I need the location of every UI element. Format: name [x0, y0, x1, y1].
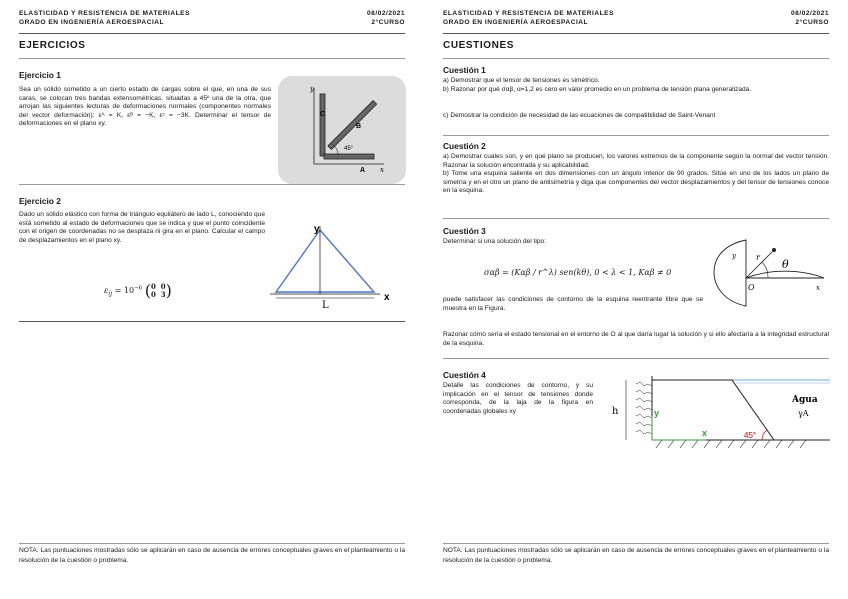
- c3-intro: Determinar si una solución del tipo:: [443, 238, 546, 245]
- fig2-x: x: [384, 292, 390, 303]
- corner-outline: [746, 271, 824, 278]
- strain-tensor-formula: $\varepsilon_{ij} = 10^{-6}$ (0 0 0 3): [104, 281, 172, 300]
- formula-sub: ij: [108, 290, 113, 298]
- c1-a: a) Demostrar que el tensor de tensiones es simétrico.: [443, 77, 600, 84]
- point-marker: [772, 248, 776, 252]
- note-divider: [19, 543, 405, 544]
- equilateral-triangle: [276, 230, 374, 292]
- fig3-x: x: [816, 284, 820, 292]
- fig1-label-c: C: [320, 111, 326, 118]
- angle-45-arc: [762, 430, 767, 440]
- fig1-label-a: A: [360, 167, 366, 174]
- ex1-divider: [19, 184, 405, 185]
- date-label: 08/02/2021: [366, 10, 405, 17]
- matrix-01: 0: [160, 282, 166, 291]
- degree-label: GRADO EN INGENIERÍA AEROESPACIAL: [19, 19, 165, 26]
- degree-label: GRADO EN INGENIERÍA AEROESPACIAL: [443, 19, 589, 26]
- c1-title: Cuestión 1: [443, 65, 486, 75]
- fig3-r: r: [756, 253, 760, 262]
- c2-title: Cuestión 2: [443, 141, 486, 151]
- formula-eq: = 10: [114, 286, 135, 295]
- c2-divider: [443, 218, 829, 219]
- fig1-label-b: B: [356, 123, 362, 130]
- triangle-figure: [268, 222, 398, 312]
- section-divider: [443, 58, 829, 59]
- fig1-angle: 45°: [344, 146, 354, 152]
- formula-eps: ε: [104, 286, 109, 295]
- ground-hatch: [656, 440, 806, 448]
- c1-divider: [443, 135, 829, 136]
- formula-exp: −6: [134, 285, 143, 292]
- ex1-text: Sea un sólido sometido a un cierto estado de cargas sobre el que, en una de sus caras, se colocan tres bandas extensométricas, situadas a 45º una de la otra, que arrojan las siguientes lecturas de deformaciones normales (componentes normales del vector deformación): εᴬ = K, εᴮ = −K, εᶜ = −3K. Determinar el tensor de deformaciones en el plano xy.: [19, 86, 271, 128]
- c1-c: c) Demostrar la condición de necesidad de las ecuaciones de compatibilidad de Saint-Venant: [443, 112, 716, 119]
- page-header: [443, 10, 829, 34]
- strain-gauge-rosette-figure: [278, 76, 406, 184]
- course-label: 2°CURSO: [371, 19, 405, 26]
- matrix-00: 0: [150, 282, 156, 291]
- note-text: NOTA: Las puntuaciones mostradas sólo se aplicarán en caso de ausencia de errores conceptuales graves en el planteamiento o la resolución de la cuestión o problema.: [19, 547, 405, 564]
- matrix-11: 3: [160, 290, 166, 299]
- c3-reason: Razonar cómo sería el estado tensional en el entorno de O al que daría lugar la solución y si ello afectaría a la integridad estructural de la esquina.: [443, 331, 829, 347]
- c4-title: Cuestión 4: [443, 370, 486, 380]
- c3-formula: σαβ = (Kαβ / r^λ) sen(kθ), 0 < λ < 1, Kαβ ≠ 0: [484, 268, 672, 277]
- ex2-divider: [19, 321, 405, 322]
- subject-label: ELASTICIDAD Y RESISTENCIA DE MATERIALES: [19, 10, 190, 17]
- c3-title: Cuestión 3: [443, 226, 486, 236]
- fig4-x: x: [702, 428, 708, 438]
- section-divider: [19, 58, 405, 59]
- fig2-L: L: [322, 300, 329, 311]
- ex1-title: Ejercicio 1: [19, 70, 61, 80]
- gauge-c: [320, 94, 325, 156]
- section-title: EJERCICIOS: [19, 40, 86, 51]
- c4-text: Detalle las condiciones de contorno, y su implicación en el tensor de tensiones donde corresponda, de la laja de la figura en coordenadas globales xy: [443, 382, 593, 415]
- fig3-O: O: [748, 283, 755, 292]
- figure-background: [278, 76, 406, 184]
- fig2-y: y: [314, 224, 320, 235]
- c3-after: puede satisfacer las condiciones de contorno de la esquina reentrante libre que se muestra en la Figura.: [443, 296, 703, 312]
- section-title: CUESTIONES: [443, 40, 515, 51]
- header-divider: [19, 33, 405, 34]
- c1-b: b) Razonar por qué σαβ, α=1,2 es cero en valor promedio en un problema de tensión plana generalizada.: [443, 86, 752, 93]
- c2-b: b) Tome una esquina saliente en dos dimensiones con un ángulo interior de 90 grados. Sitúe en uno de los lados un plano de simetría y en el otro un plano de antisimetría y diga que componentes del vector desplazamientos y del tensor de tensiones conoce en la esquina.: [443, 170, 829, 195]
- fig3-theta: θ: [782, 258, 789, 271]
- corner-body: [714, 240, 746, 306]
- fig1-x: x: [380, 166, 384, 174]
- note-text: NOTA: Las puntuaciones mostradas sólo se aplicarán en caso de ausencia de errores conceptuales graves en el planteamiento o la resolución de la cuestión o problema.: [443, 547, 829, 564]
- gauge-a: [324, 154, 374, 159]
- course-label: 2°CURSO: [795, 19, 829, 26]
- header-divider: [443, 33, 829, 34]
- theta-arc: [762, 262, 768, 278]
- right-page: [424, 0, 848, 599]
- page-header: [19, 10, 405, 34]
- fig4-h: h: [612, 406, 619, 417]
- fig4-gamma: γA: [798, 409, 809, 418]
- fig4-y: y: [654, 408, 660, 418]
- c3-divider: [443, 358, 829, 359]
- c2-a: a) Demostrar cuales son, y en qué plano se producen, los valores extremos de la componente según la normal del vector tensión. Razonar la solución encontrada y su aplicabilidad.: [443, 153, 829, 169]
- fig4-angle: 45°: [744, 431, 757, 440]
- note-divider: [443, 543, 829, 544]
- left-supports: [636, 382, 652, 434]
- subject-label: ELASTICIDAD Y RESISTENCIA DE MATERIALES: [443, 10, 614, 17]
- fig1-y: y: [310, 85, 314, 93]
- ex2-text: Dado un sólido elástico con forma de triángulo equilátero de lado L, conociendo que está sometido al estado de deformaciones que se indica y que el punto coincidente con el origen de coordenadas no se desplaza ni gira en el plano. Calcular el campo de desplazamientos en el plano xy.: [19, 211, 265, 244]
- fig4-water: Agua: [792, 395, 818, 405]
- reentrant-corner-figure: [706, 232, 828, 310]
- dam-slab-figure: [602, 372, 832, 454]
- date-label: 08/02/2021: [790, 10, 829, 17]
- ex2-title: Ejercicio 2: [19, 196, 61, 206]
- matrix-10: 0: [150, 290, 156, 299]
- fig3-y: y: [732, 252, 736, 260]
